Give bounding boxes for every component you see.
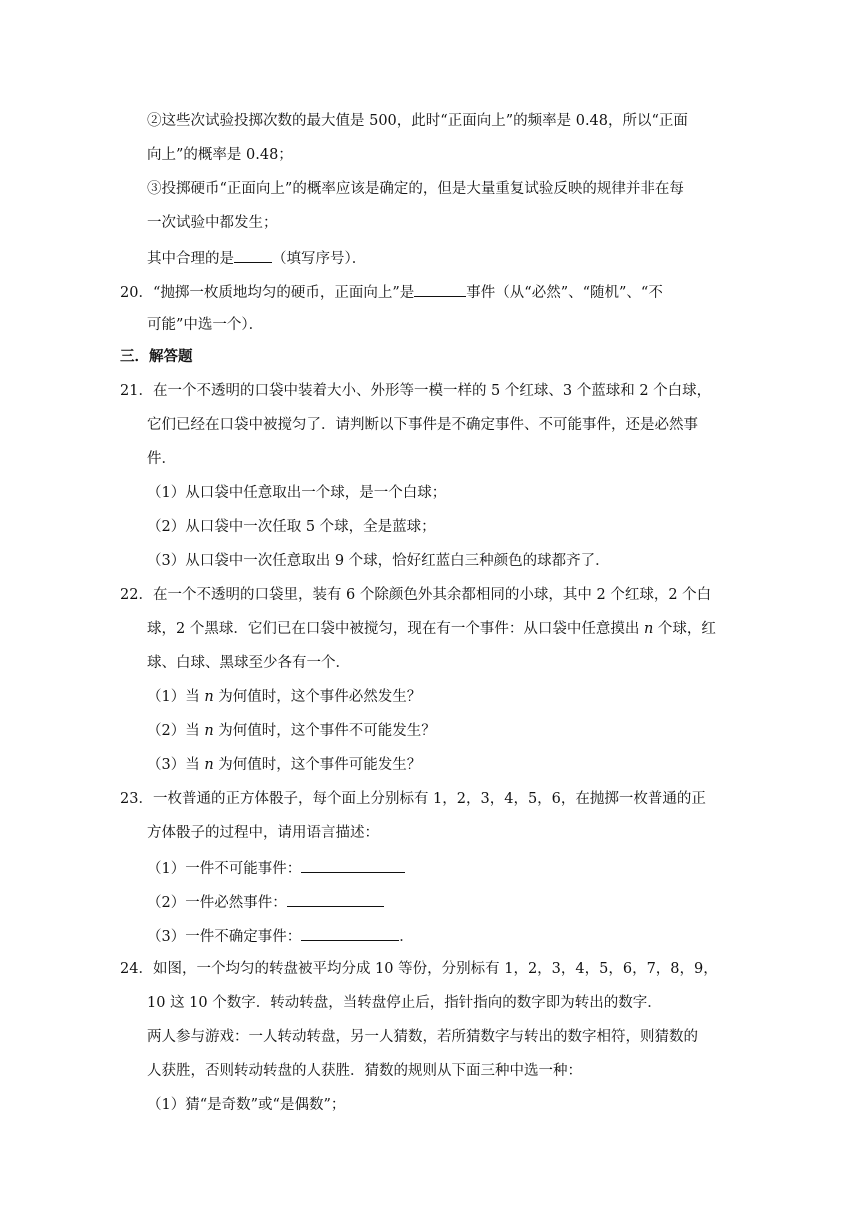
q24-line4: 人获胜，否则转动转盘的人获胜．猜数的规则从下面三种中选一种：	[147, 1063, 582, 1079]
variable-n: n	[643, 621, 654, 637]
q23-line1: 23．一枚普通的正方体骰子，每个面上分别标有 1，2，3，4，5，6，在抛掷一枚普通的正	[120, 791, 706, 807]
q21-sub1: （1）从口袋中任意取出一个球，是一个白球；	[147, 485, 447, 501]
q22-line2-prefix: 球，2 个黑球．它们已在口袋中被搅匀，现在有一个事件：从口袋中任意摸出	[147, 621, 644, 637]
q23-sub3-label: （3）一件不确定事件：	[147, 929, 302, 945]
q22-sub3-prefix: （3）当	[147, 757, 205, 773]
q22-sub2-suffix: 为何值时，这个事件不可能发生？	[213, 723, 436, 739]
q22-line1: 22．在一个不透明的口袋里，装有 6 个除颜色外其余都相同的小球，其中 2 个红球，2 个白	[120, 587, 712, 603]
q22-line2-suffix: 个球，红	[653, 621, 716, 637]
q22-sub3	[147, 755, 421, 775]
q22-sub2-prefix: （2）当	[147, 723, 205, 739]
q19-answer-line	[147, 247, 366, 267]
q19-item3-line1: ③投掷硬币“正面向上”的概率应该是确定的，但是大量重复试验反映的规律并非在每	[147, 181, 684, 197]
q19-answer-suffix: （填写序号）．	[272, 251, 367, 267]
q22-sub1	[147, 687, 421, 707]
section-heading: 三．解答题	[120, 348, 193, 365]
q22-sub3-suffix: 为何值时，这个事件可能发生？	[213, 757, 422, 773]
q23-sub3-blank	[301, 925, 399, 941]
q24-sub1: （1）猜“是奇数”或“是偶数”；	[147, 1097, 346, 1113]
q23-sub2-blank	[287, 891, 384, 907]
q19-answer-prefix: 其中合理的是	[147, 251, 234, 267]
q20-suffix: 事件（从“必然”、“随机”、“不	[466, 285, 663, 301]
q19-answer-blank	[234, 247, 272, 263]
q23-sub2-label: （2）一件必然事件：	[147, 895, 287, 911]
q20-line1	[120, 281, 663, 301]
q23-sub1-label: （1）一件不可能事件：	[147, 861, 302, 877]
q21-line2: 它们已经在口袋中被搅匀了．请判断以下事件是不确定事件、不可能事件，还是必然事	[147, 417, 698, 433]
variable-n: n	[204, 723, 214, 739]
q22-sub2	[147, 721, 436, 741]
q20-answer-blank	[414, 281, 466, 297]
q24-line1: 24．如图，一个均匀的转盘被平均分成 10 等份，分别标有 1，2，3，4，5，6，7，8，9，	[120, 961, 718, 977]
q19-item2-line1: ②这些次试验投掷次数的最大值是 500，此时“正面向上”的频率是 0.48，所以“正面	[147, 113, 688, 129]
q20-prefix: 20．“抛掷一枚质地均匀的硬币，正面向上”是	[120, 285, 415, 301]
q22-line3: 球、白球、黑球至少各有一个．	[147, 655, 350, 671]
q23-sub3-end: ．	[399, 929, 414, 945]
q22-sub1-suffix: 为何值时，这个事件必然发生？	[213, 689, 422, 705]
q21-sub3: （3）从口袋中一次任意取出 9 个球，恰好红蓝白三种颜色的球都齐了．	[147, 553, 610, 569]
q23-sub1	[147, 857, 405, 877]
q21-line3: 件．	[147, 451, 176, 467]
q19-item2-line2: 向上”的概率是 0.48；	[147, 147, 293, 163]
q24-line2: 10 这 10 个数字．转动转盘，当转盘停止后，指针指向的数字即为转出的数字．	[147, 995, 662, 1011]
variable-n: n	[204, 689, 214, 705]
q23-sub1-blank	[301, 857, 405, 873]
q19-item3-line2: 一次试验中都发生；	[147, 215, 278, 231]
q23-sub2	[147, 891, 384, 911]
q20-line2: 可能”中选一个）．	[147, 317, 264, 333]
q23-line2: 方体骰子的过程中，请用语言描述：	[147, 825, 379, 841]
q21-line1: 21．在一个不透明的口袋中装着大小、外形等一模一样的 5 个红球、3 个蓝球和 2 个白球，	[120, 383, 712, 399]
q22-sub1-prefix: （1）当	[147, 689, 205, 705]
q24-line3: 两人参与游戏：一人转动转盘，另一人猜数，若所猜数字与转出的数字相符，则猜数的	[147, 1029, 698, 1045]
variable-n: n	[204, 757, 214, 773]
q23-sub3	[147, 925, 414, 945]
q21-sub2: （2）从口袋中一次任取 5 个球，全是蓝球；	[147, 519, 436, 535]
q22-line2	[147, 619, 716, 639]
